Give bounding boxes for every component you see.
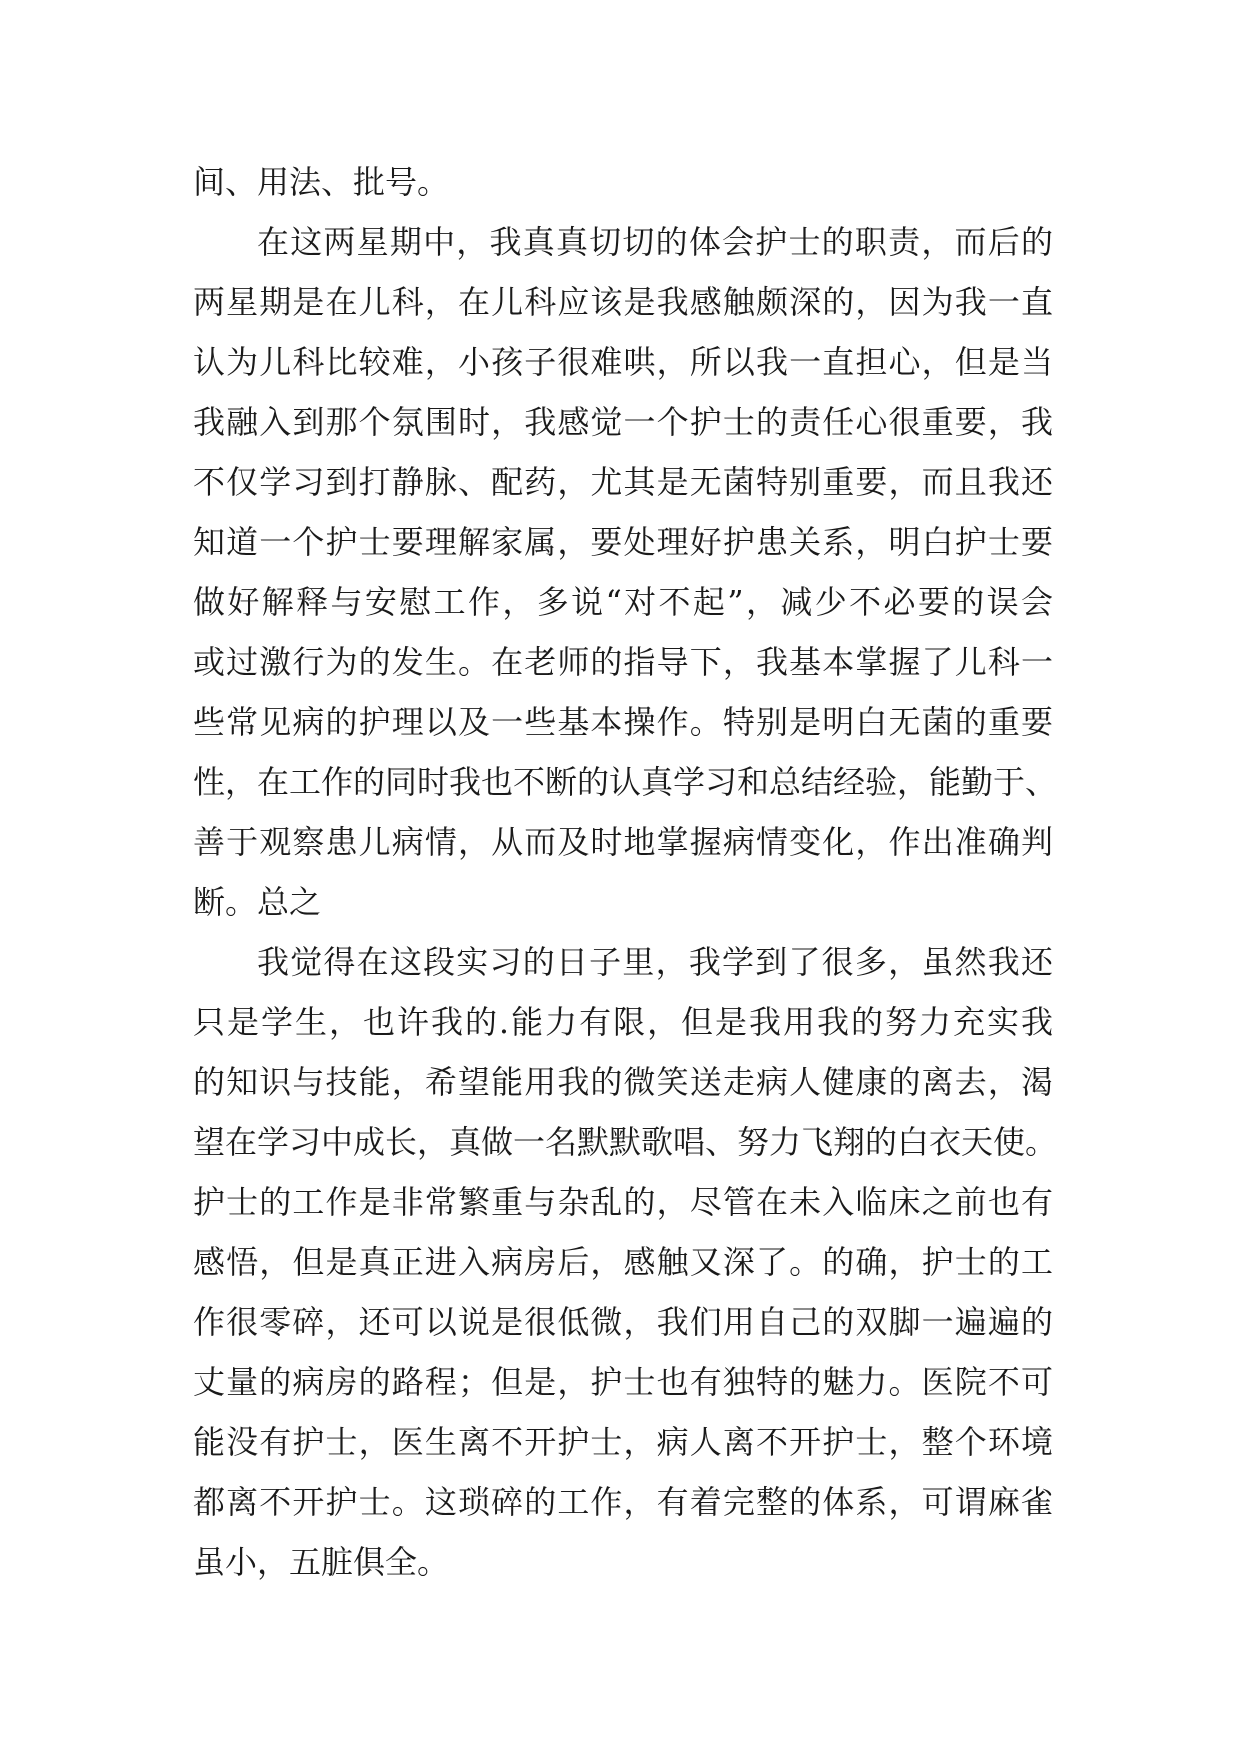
text-line: 或过激行为的发生。在老师的指导下，我基本掌握了儿科一 (193, 643, 1053, 681)
text-line: 断。总之 (193, 883, 322, 921)
text-line: 在这两星期中，我真真切切的体会护士的职责，而后的 (257, 223, 1053, 261)
text-line: 只是学生，也许我的.能力有限，但是我用我的努力充实我 (193, 1003, 1053, 1041)
text-line: 的知识与技能，希望能用我的微笑送走病人健康的离去，渴 (193, 1063, 1053, 1101)
text-line: 丈量的病房的路程；但是，护士也有独特的魅力。医院不可 (193, 1363, 1053, 1401)
text-line: 些常见病的护理以及一些基本操作。特别是明白无菌的重要 (193, 703, 1053, 741)
text-line: 感悟，但是真正进入病房后，感触又深了。的确，护士的工 (193, 1243, 1053, 1281)
text-line: 善于观察患儿病情，从而及时地掌握病情变化，作出准确判 (193, 823, 1053, 861)
text-line: 不仅学习到打静脉、配药，尤其是无菌特别重要，而且我还 (193, 463, 1053, 501)
text-line: 望在学习中成长，真做一名默默歌唱、努力飞翔的白衣天使。 (193, 1123, 1058, 1161)
text-line: 护士的工作是非常繁重与杂乱的，尽管在未入临床之前也有 (193, 1183, 1053, 1221)
text-line: 两星期是在儿科，在儿科应该是我感触颇深的，因为我一直 (193, 283, 1053, 321)
text-line: 性，在工作的同时我也不断的认真学习和总结经验，能勤于、 (193, 763, 1058, 801)
text-line: 认为儿科比较难，小孩子很难哄，所以我一直担心，但是当 (193, 343, 1053, 381)
text-line: 虽小，五脏俱全。 (193, 1543, 450, 1581)
text-line: 间、用法、批号。 (193, 163, 450, 201)
text-line: 我融入到那个氛围时，我感觉一个护士的责任心很重要，我 (193, 403, 1053, 441)
document-body (193, 152, 1058, 1592)
text-line: 我觉得在这段实习的日子里，我学到了很多，虽然我还 (257, 943, 1053, 981)
text-line: 知道一个护士要理解家属，要处理好护患关系，明白护士要 (193, 523, 1053, 561)
text-line: 做好解释与安慰工作，多说“对不起”，减少不必要的误会 (193, 583, 1053, 621)
text-line: 都离不开护士。这琐碎的工作，有着完整的体系，可谓麻雀 (193, 1483, 1053, 1521)
text-line: 作很零碎，还可以说是很低微，我们用自己的双脚一遍遍的 (193, 1303, 1053, 1341)
text-line: 能没有护士，医生离不开护士，病人离不开护士，整个环境 (193, 1423, 1053, 1461)
